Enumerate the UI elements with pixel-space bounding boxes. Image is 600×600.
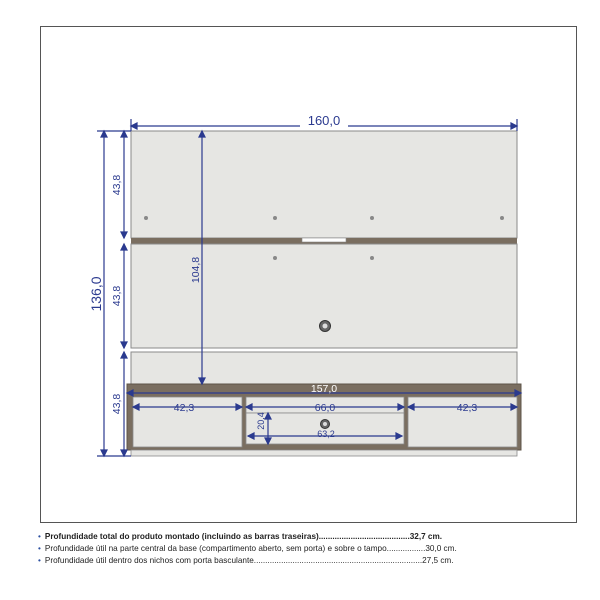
bottom-unit-height-label: 43,8 [111,393,123,415]
note-text: Profundidade útil na parte central da base (compartimento aberto, sem porta) e sobre o tampo.................30,0 cm. [44,544,457,553]
note-item [38,543,583,555]
top-panel-height-label: 43,8 [111,174,123,196]
cable-hole-inner [323,324,328,329]
arrow-down [121,450,127,456]
bottom-panel [131,352,517,384]
middle-panel-height-label: 43,8 [111,285,123,307]
arrow-down [121,232,127,238]
screw-icon [273,256,277,260]
arrow-down [101,450,107,456]
center-open-width-label: 63,2 [317,429,335,439]
screw-icon [144,216,148,220]
left-niche-width-label: 42,3 [173,402,195,414]
screw-icon [500,216,504,220]
note-text: Profundidade útil dentro dos nichos com porta basculante..........................................................................27,5 cm. [44,556,454,565]
screw-icon [370,256,374,260]
bullet-icon: • [38,556,41,565]
arrow-up [121,131,127,137]
screw-icon [273,216,277,220]
top-panel [131,131,517,238]
notes-list [38,531,583,567]
center-width-label: 66,0 [314,402,336,414]
arrow-down [121,342,127,348]
total-height-label: 136,0 [88,276,104,312]
arrow-up [101,131,107,137]
bullet-icon: • [38,532,41,541]
note-text: Profundidade total do produto montado (incluindo as barras traseiras)........................................32,7 cm. [44,532,443,541]
arrow-up [121,244,127,250]
cable-hole-inner [323,422,327,426]
inner-height-label: 104,8 [190,256,202,284]
note-item [38,555,583,567]
led-slot [302,238,346,242]
middle-panel [131,244,517,348]
arrow-up [121,352,127,358]
center-open-height-label: 20,4 [256,412,266,430]
base-width-label: 157,0 [310,383,338,395]
bullet-icon: • [38,544,41,553]
arrow-right [511,123,517,129]
screw-icon [370,216,374,220]
note-item [38,531,583,543]
right-niche-width-label: 42,3 [456,402,478,414]
arrow-left [131,123,137,129]
total-width-label: 160,0 [307,113,341,128]
base-foot-strip [131,450,517,456]
